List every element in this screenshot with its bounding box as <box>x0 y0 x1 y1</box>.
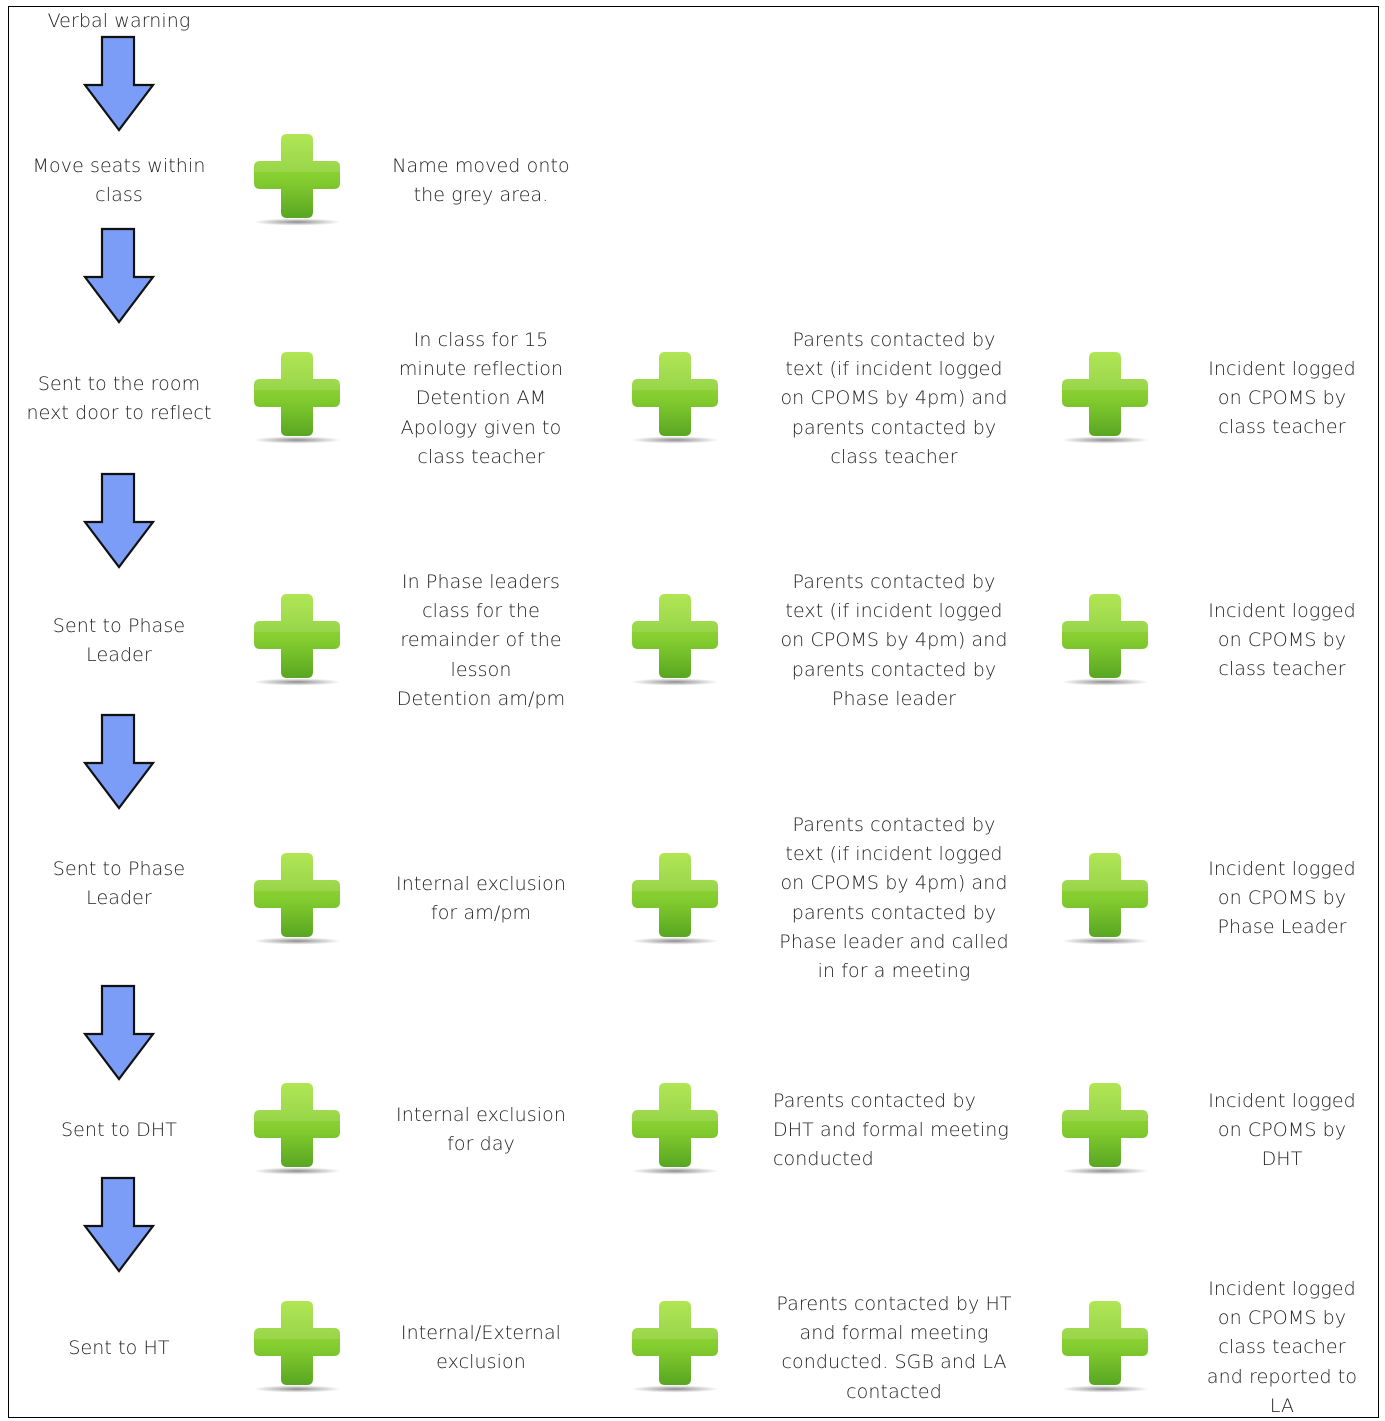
step-label-line: Leader <box>86 887 152 910</box>
action-line: for am/pm <box>430 902 532 925</box>
parents-line: text (if incident logged <box>785 843 1003 866</box>
logged-line: on CPOMS by <box>1217 629 1347 652</box>
parents-text <box>754 568 1034 714</box>
action-line: Internal exclusion <box>396 1104 566 1126</box>
parents-line: Parents contacted by <box>792 571 996 593</box>
logged-line: class teacher <box>1218 658 1346 681</box>
logged-line: class teacher <box>1218 1336 1346 1359</box>
logged-line: Incident logged <box>1208 858 1356 880</box>
green-plus-icon <box>1059 1299 1151 1397</box>
parents-text <box>754 1290 1034 1407</box>
green-plus-icon <box>1059 350 1151 448</box>
parents-line: Parents contacted by <box>792 814 996 836</box>
action-text <box>366 870 596 928</box>
step-label-line: Sent to Phase <box>52 615 186 637</box>
step-move-seats <box>14 152 224 210</box>
logged-line: on CPOMS by <box>1217 387 1347 410</box>
action-text <box>366 152 596 210</box>
logged-text <box>1182 597 1382 685</box>
action-line: class teacher <box>417 445 545 468</box>
step-sent-to-dht <box>9 1116 229 1145</box>
logged-line: DHT <box>1261 1148 1303 1171</box>
step-label-line: Sent to Phase <box>52 858 186 880</box>
step-label-line: Leader <box>86 644 152 667</box>
action-line: Detention am/pm <box>396 687 566 710</box>
step-label-line: class <box>95 184 143 207</box>
parents-line: on CPOMS by 4pm) and <box>780 872 1008 895</box>
logged-line: Incident logged <box>1208 600 1356 622</box>
parents-line: text (if incident logged <box>785 600 1003 623</box>
parents-text <box>754 326 1034 472</box>
logged-line: on CPOMS by <box>1217 1307 1347 1330</box>
green-plus-icon <box>629 592 721 690</box>
down-arrow-icon <box>81 35 157 133</box>
action-line: Detention AM <box>415 387 547 410</box>
parents-line: on CPOMS by 4pm) and <box>780 629 1008 652</box>
green-plus-icon <box>251 851 343 949</box>
parents-line: text (if incident logged <box>785 358 1003 381</box>
parents-line: DHT and formal meeting <box>773 1119 1009 1142</box>
green-plus-icon <box>1059 592 1151 690</box>
action-line: In Phase leaders <box>401 571 561 593</box>
parents-line: Phase leader <box>831 687 957 710</box>
action-line: minute reflection <box>398 358 564 381</box>
logged-text <box>1182 355 1382 443</box>
logged-line: on CPOMS by <box>1217 1119 1347 1142</box>
action-line: for day <box>447 1133 515 1156</box>
action-line: lesson <box>450 658 512 681</box>
action-text <box>366 1319 596 1377</box>
parents-line: on CPOMS by 4pm) and <box>780 387 1008 410</box>
parents-text <box>773 1087 1033 1175</box>
logged-line: Incident logged <box>1208 358 1356 380</box>
action-line: class for the <box>422 600 540 623</box>
logged-line: on CPOMS by <box>1217 887 1347 910</box>
parents-line: and formal meeting <box>799 1322 989 1345</box>
down-arrow-icon <box>81 227 157 325</box>
green-plus-icon <box>629 350 721 448</box>
step-sent-to-ht <box>9 1334 229 1363</box>
action-text <box>366 1101 596 1159</box>
parents-line: contacted <box>846 1380 942 1403</box>
action-line: remainder of the <box>400 629 562 652</box>
green-plus-icon <box>629 851 721 949</box>
green-plus-icon <box>1059 1081 1151 1179</box>
green-plus-icon <box>251 350 343 448</box>
action-line: Internal exclusion <box>396 873 566 895</box>
down-arrow-icon <box>81 1176 157 1274</box>
parents-line: conducted <box>773 1148 874 1171</box>
action-line: Apology given to <box>400 416 562 439</box>
step-sent-to-phase-leader <box>9 612 229 670</box>
step-label-line: Sent to HT <box>68 1337 170 1359</box>
action-line: Internal/External <box>400 1322 562 1344</box>
step-verbal-warning <box>29 7 209 36</box>
green-plus-icon <box>251 592 343 690</box>
parents-line: Parents contacted by <box>773 1090 976 1112</box>
action-text <box>366 326 596 472</box>
parents-line: class teacher <box>830 445 958 468</box>
down-arrow-icon <box>81 472 157 570</box>
logged-line: and reported to <box>1206 1365 1358 1388</box>
step-label-line: Move seats within <box>32 155 206 177</box>
parents-line: parents contacted by <box>791 416 997 439</box>
down-arrow-icon <box>81 713 157 811</box>
parents-line: parents contacted by <box>791 901 997 924</box>
parents-line: parents contacted by <box>791 658 997 681</box>
step-label-line: Sent to the room <box>37 373 201 395</box>
logged-text <box>1182 855 1382 943</box>
action-line: exclusion <box>436 1351 526 1374</box>
step-label-line: next door to reflect <box>26 402 212 425</box>
logged-line: class teacher <box>1218 416 1346 439</box>
parents-text <box>754 811 1034 986</box>
logged-line: Phase Leader <box>1217 916 1347 939</box>
parents-line: Parents contacted by <box>792 329 996 351</box>
step-label-line: Verbal warning <box>47 10 191 32</box>
green-plus-icon <box>251 1299 343 1397</box>
diagram-border <box>8 6 1379 1418</box>
logged-text <box>1182 1275 1382 1421</box>
logged-line: LA <box>1269 1394 1295 1417</box>
down-arrow-icon <box>81 984 157 1082</box>
green-plus-icon <box>629 1299 721 1397</box>
logged-text <box>1182 1087 1382 1175</box>
logged-line: Incident logged <box>1208 1278 1356 1300</box>
action-line: the grey area. <box>413 184 549 207</box>
parents-line: conducted. SGB and LA <box>781 1351 1007 1374</box>
logged-line: Incident logged <box>1208 1090 1356 1112</box>
action-text <box>366 568 596 714</box>
step-sent-to-phase-leader-2 <box>9 855 229 913</box>
green-plus-icon <box>629 1081 721 1179</box>
green-plus-icon <box>251 1081 343 1179</box>
action-line: Name moved onto <box>392 155 570 177</box>
step-label-line: Sent to DHT <box>60 1119 178 1141</box>
action-line: In class for 15 <box>413 329 549 351</box>
parents-line: Phase leader and called <box>779 930 1009 953</box>
green-plus-icon <box>1059 851 1151 949</box>
parents-line: in for a meeting <box>817 960 971 983</box>
green-plus-icon <box>251 132 343 230</box>
step-sent-to-room <box>9 370 229 428</box>
parents-line: Parents contacted by HT <box>776 1293 1012 1315</box>
